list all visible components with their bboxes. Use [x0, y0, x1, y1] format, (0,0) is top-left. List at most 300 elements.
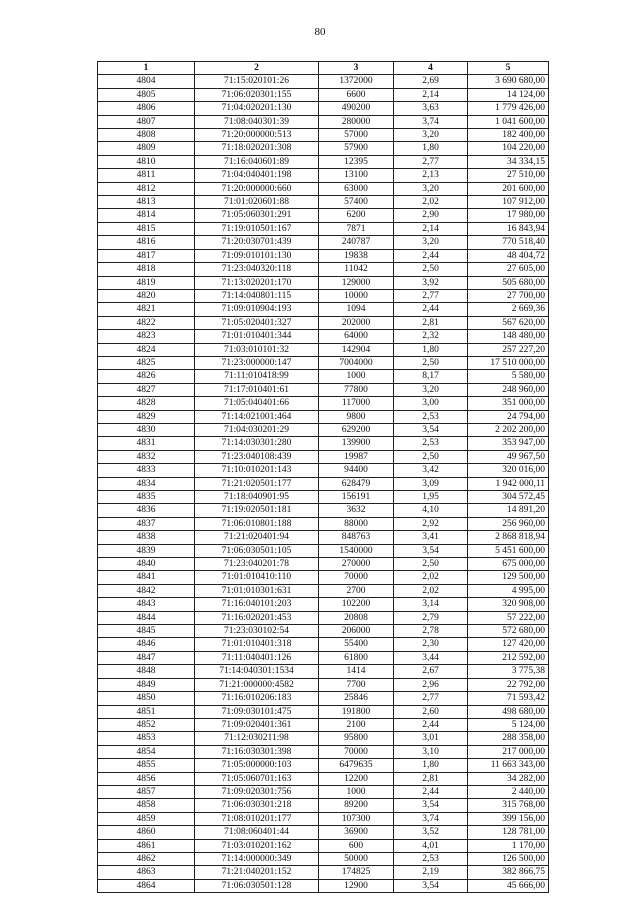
cadastral-number-cell: 71:15:020101:26	[195, 75, 319, 88]
row-number-cell: 4832	[98, 450, 195, 463]
row-number-cell: 4840	[98, 558, 195, 571]
amount-cell: 505 680,00	[468, 276, 549, 289]
table-row	[98, 692, 549, 705]
rate-cell: 1,80	[394, 343, 468, 356]
cadastral-number-cell: 71:09:020401:361	[195, 718, 319, 731]
cadastral-number-cell: 71:05:060701:163	[195, 772, 319, 785]
row-number-cell: 4814	[98, 209, 195, 222]
rate-cell: 3,41	[394, 531, 468, 544]
table-row	[98, 222, 549, 235]
row-number-cell: 4850	[98, 692, 195, 705]
amount-cell: 16 843,94	[468, 222, 549, 235]
area-cell: 55400	[319, 638, 394, 651]
amount-cell: 498 680,00	[468, 705, 549, 718]
row-number-cell: 4848	[98, 665, 195, 678]
amount-cell: 2 669,36	[468, 303, 549, 316]
amount-cell: 11 663 343,00	[468, 759, 549, 772]
table-row	[98, 464, 549, 477]
table-row	[98, 759, 549, 772]
row-number-cell: 4853	[98, 732, 195, 745]
table-row	[98, 356, 549, 369]
row-number-cell: 4815	[98, 222, 195, 235]
rate-cell: 3,52	[394, 826, 468, 839]
amount-cell: 675 000,00	[468, 558, 549, 571]
row-number-cell: 4824	[98, 343, 195, 356]
area-cell: 94400	[319, 464, 394, 477]
table-row	[98, 289, 549, 302]
area-cell: 142904	[319, 343, 394, 356]
row-number-cell: 4827	[98, 383, 195, 396]
cadastral-number-cell: 71:03:010101:32	[195, 343, 319, 356]
table-row	[98, 276, 549, 289]
rate-cell: 3,74	[394, 812, 468, 825]
amount-cell: 2 868 818,94	[468, 531, 549, 544]
cadastral-number-cell: 71:01:010301:631	[195, 584, 319, 597]
column-header: 5	[468, 62, 549, 75]
area-cell: 1000	[319, 370, 394, 383]
table-row	[98, 611, 549, 624]
amount-cell: 129 500,00	[468, 571, 549, 584]
row-number-cell: 4825	[98, 356, 195, 369]
amount-cell: 1 942 000,11	[468, 477, 549, 490]
row-number-cell: 4833	[98, 464, 195, 477]
rate-cell: 2,77	[394, 289, 468, 302]
cadastral-number-cell: 71:08:010201:177	[195, 812, 319, 825]
cadastral-number-cell: 71:01:010401:344	[195, 330, 319, 343]
amount-cell: 320 016,00	[468, 464, 549, 477]
area-cell: 1540000	[319, 544, 394, 557]
table-row	[98, 678, 549, 691]
row-number-cell: 4806	[98, 102, 195, 115]
row-number-cell: 4845	[98, 625, 195, 638]
rate-cell: 2,53	[394, 437, 468, 450]
rate-cell: 2,13	[394, 169, 468, 182]
rate-cell: 2,81	[394, 316, 468, 329]
area-cell: 270000	[319, 558, 394, 571]
table-row	[98, 437, 549, 450]
amount-cell: 5 580,00	[468, 370, 549, 383]
row-number-cell: 4846	[98, 638, 195, 651]
amount-cell: 45 666,00	[468, 879, 549, 892]
area-cell: 102200	[319, 598, 394, 611]
row-number-cell: 4818	[98, 263, 195, 276]
area-cell: 57900	[319, 142, 394, 155]
row-number-cell: 4819	[98, 276, 195, 289]
table-row	[98, 169, 549, 182]
row-number-cell: 4823	[98, 330, 195, 343]
row-number-cell: 4852	[98, 718, 195, 731]
amount-cell: 27 700,00	[468, 289, 549, 302]
cadastral-number-cell: 71:16:040101:203	[195, 598, 319, 611]
amount-cell: 288 358,00	[468, 732, 549, 745]
table-row	[98, 129, 549, 142]
rate-cell: 2,32	[394, 330, 468, 343]
table-row	[98, 544, 549, 557]
cadastral-number-cell: 71:19:020501:181	[195, 504, 319, 517]
table-row	[98, 638, 549, 651]
cadastral-number-cell: 71:18:040901:95	[195, 491, 319, 504]
row-number-cell: 4835	[98, 491, 195, 504]
table-row	[98, 75, 549, 88]
table-row	[98, 651, 549, 664]
area-cell: 156191	[319, 491, 394, 504]
page-number: 80	[314, 26, 326, 38]
rate-cell: 3,54	[394, 544, 468, 557]
area-cell: 191800	[319, 705, 394, 718]
table-row	[98, 839, 549, 852]
amount-cell: 34 334,15	[468, 155, 549, 168]
rate-cell: 3,74	[394, 115, 468, 128]
area-cell: 206000	[319, 625, 394, 638]
rate-cell: 2,02	[394, 571, 468, 584]
cadastral-number-cell: 71:23:040320:118	[195, 263, 319, 276]
row-number-cell: 4809	[98, 142, 195, 155]
area-cell: 11042	[319, 263, 394, 276]
amount-cell: 770 518,40	[468, 236, 549, 249]
cadastral-number-cell: 71:17:010401:61	[195, 383, 319, 396]
table-row	[98, 303, 549, 316]
cadastral-number-cell: 71:11:010418:99	[195, 370, 319, 383]
rate-cell: 2,50	[394, 356, 468, 369]
cadastral-number-cell: 71:04:030201:29	[195, 423, 319, 436]
amount-cell: 256 960,00	[468, 517, 549, 530]
amount-cell: 304 572,45	[468, 491, 549, 504]
amount-cell: 5 124,00	[468, 718, 549, 731]
table-row	[98, 249, 549, 262]
row-number-cell: 4844	[98, 611, 195, 624]
amount-cell: 128 781,00	[468, 826, 549, 839]
row-number-cell: 4839	[98, 544, 195, 557]
rate-cell: 2,81	[394, 772, 468, 785]
amount-cell: 17 980,00	[468, 209, 549, 222]
table-row	[98, 531, 549, 544]
cadastral-number-cell: 71:14:040301:1534	[195, 665, 319, 678]
data-table	[97, 61, 549, 893]
area-cell: 70000	[319, 745, 394, 758]
rate-cell: 2,44	[394, 303, 468, 316]
amount-cell: 2 440,00	[468, 785, 549, 798]
row-number-cell: 4838	[98, 531, 195, 544]
row-number-cell: 4811	[98, 169, 195, 182]
amount-cell: 315 768,00	[468, 799, 549, 812]
table-row	[98, 879, 549, 892]
amount-cell: 34 282,00	[468, 772, 549, 785]
area-cell: 848763	[319, 531, 394, 544]
cadastral-number-cell: 71:14:040801:115	[195, 289, 319, 302]
row-number-cell: 4857	[98, 785, 195, 798]
row-number-cell: 4862	[98, 852, 195, 865]
amount-cell: 1 779 426,00	[468, 102, 549, 115]
amount-cell: 22 792,00	[468, 678, 549, 691]
table-row	[98, 410, 549, 423]
area-cell: 88000	[319, 517, 394, 530]
rate-cell: 2,77	[394, 155, 468, 168]
amount-cell: 182 400,00	[468, 129, 549, 142]
row-number-cell: 4849	[98, 678, 195, 691]
rate-cell: 2,30	[394, 638, 468, 651]
cadastral-number-cell: 71:11:040401:126	[195, 651, 319, 664]
cadastral-number-cell: 71:21:020401:94	[195, 531, 319, 544]
rate-cell: 2,02	[394, 196, 468, 209]
area-cell: 12395	[319, 155, 394, 168]
amount-cell: 27 605,00	[468, 263, 549, 276]
area-cell: 57400	[319, 196, 394, 209]
table-row	[98, 142, 549, 155]
row-number-cell: 4851	[98, 705, 195, 718]
amount-cell: 57 222,00	[468, 611, 549, 624]
cadastral-number-cell: 71:05:000000:103	[195, 759, 319, 772]
amount-cell: 257 227,20	[468, 343, 549, 356]
area-cell: 36900	[319, 826, 394, 839]
cadastral-number-cell: 71:16:010206:183	[195, 692, 319, 705]
rate-cell: 2,53	[394, 852, 468, 865]
rate-cell: 3,09	[394, 477, 468, 490]
cadastral-number-cell: 71:21:020501:177	[195, 477, 319, 490]
row-number-cell: 4837	[98, 517, 195, 530]
rate-cell: 3,20	[394, 236, 468, 249]
table-row	[98, 491, 549, 504]
table-row	[98, 236, 549, 249]
table-row	[98, 343, 549, 356]
table-row	[98, 866, 549, 879]
amount-cell: 2 202 200,00	[468, 423, 549, 436]
rate-cell: 3,20	[394, 182, 468, 195]
area-cell: 1372000	[319, 75, 394, 88]
cadastral-number-cell: 71:12:030211:98	[195, 732, 319, 745]
cadastral-number-cell: 71:21:000000:4582	[195, 678, 319, 691]
table-row	[98, 370, 549, 383]
cadastral-number-cell: 71:20:000000:660	[195, 182, 319, 195]
area-cell: 7700	[319, 678, 394, 691]
area-cell: 1414	[319, 665, 394, 678]
rate-cell: 2,78	[394, 625, 468, 638]
row-number-cell: 4805	[98, 88, 195, 101]
table-row	[98, 316, 549, 329]
cadastral-number-cell: 71:10:010201:143	[195, 464, 319, 477]
area-cell: 64000	[319, 330, 394, 343]
table-row	[98, 598, 549, 611]
amount-cell: 17 510 000,00	[468, 356, 549, 369]
amount-cell: 4 995,00	[468, 584, 549, 597]
rate-cell: 2,53	[394, 410, 468, 423]
table-row	[98, 88, 549, 101]
row-number-cell: 4822	[98, 316, 195, 329]
cadastral-number-cell: 71:21:040201:152	[195, 866, 319, 879]
area-cell: 129000	[319, 276, 394, 289]
area-cell: 7871	[319, 222, 394, 235]
amount-cell: 3 690 680,00	[468, 75, 549, 88]
table-row	[98, 665, 549, 678]
table-row	[98, 785, 549, 798]
row-number-cell: 4841	[98, 571, 195, 584]
rate-cell: 1,80	[394, 759, 468, 772]
area-cell: 2700	[319, 584, 394, 597]
area-cell: 50000	[319, 852, 394, 865]
table-row	[98, 732, 549, 745]
rate-cell: 2,44	[394, 785, 468, 798]
cadastral-number-cell: 71:23:030102:54	[195, 625, 319, 638]
table-row	[98, 115, 549, 128]
area-cell: 3632	[319, 504, 394, 517]
table-row	[98, 155, 549, 168]
row-number-cell: 4861	[98, 839, 195, 852]
cadastral-number-cell: 71:14:000000:349	[195, 852, 319, 865]
row-number-cell: 4834	[98, 477, 195, 490]
rate-cell: 4,10	[394, 504, 468, 517]
rate-cell: 2,44	[394, 718, 468, 731]
rate-cell: 2,60	[394, 705, 468, 718]
amount-cell: 1 170,00	[468, 839, 549, 852]
row-number-cell: 4828	[98, 397, 195, 410]
amount-cell: 572 680,00	[468, 625, 549, 638]
amount-cell: 3 775,38	[468, 665, 549, 678]
rate-cell: 3,01	[394, 732, 468, 745]
row-number-cell: 4804	[98, 75, 195, 88]
amount-cell: 107 912,00	[468, 196, 549, 209]
cadastral-number-cell: 71:23:040201:78	[195, 558, 319, 571]
cadastral-number-cell: 71:20:000000:513	[195, 129, 319, 142]
row-number-cell: 4843	[98, 598, 195, 611]
table-row	[98, 812, 549, 825]
cadastral-number-cell: 71:08:040301:39	[195, 115, 319, 128]
row-number-cell: 4864	[98, 879, 195, 892]
amount-cell: 248 960,00	[468, 383, 549, 396]
table-row	[98, 263, 549, 276]
rate-cell: 2,69	[394, 75, 468, 88]
rate-cell: 2,14	[394, 88, 468, 101]
area-cell: 2100	[319, 718, 394, 731]
area-cell: 89200	[319, 799, 394, 812]
table-row	[98, 625, 549, 638]
area-cell: 280000	[319, 115, 394, 128]
row-number-cell: 4854	[98, 745, 195, 758]
cadastral-number-cell: 71:05:020401:327	[195, 316, 319, 329]
amount-cell: 5 451 600,00	[468, 544, 549, 557]
cadastral-number-cell: 71:16:040601:89	[195, 155, 319, 168]
cadastral-number-cell: 71:13:020201:170	[195, 276, 319, 289]
table-row	[98, 209, 549, 222]
rate-cell: 2,77	[394, 692, 468, 705]
cadastral-number-cell: 71:23:040108:439	[195, 450, 319, 463]
cadastral-number-cell: 71:06:020301:155	[195, 88, 319, 101]
row-number-cell: 4831	[98, 437, 195, 450]
area-cell: 10000	[319, 289, 394, 302]
rate-cell: 1,95	[394, 491, 468, 504]
cadastral-number-cell: 71:14:021001:464	[195, 410, 319, 423]
row-number-cell: 4813	[98, 196, 195, 209]
amount-cell: 320 908,00	[468, 598, 549, 611]
area-cell: 19838	[319, 249, 394, 262]
rate-cell: 3,44	[394, 651, 468, 664]
row-number-cell: 4863	[98, 866, 195, 879]
table-row	[98, 571, 549, 584]
area-cell: 1000	[319, 785, 394, 798]
rate-cell: 3,10	[394, 745, 468, 758]
area-cell: 61800	[319, 651, 394, 664]
row-number-cell: 4859	[98, 812, 195, 825]
area-cell: 174825	[319, 866, 394, 879]
amount-cell: 104 220,00	[468, 142, 549, 155]
cadastral-number-cell: 71:08:060401:44	[195, 826, 319, 839]
area-cell: 139900	[319, 437, 394, 450]
table-row	[98, 102, 549, 115]
amount-cell: 71 593,42	[468, 692, 549, 705]
amount-cell: 212 592,00	[468, 651, 549, 664]
area-cell: 12900	[319, 879, 394, 892]
area-cell: 95800	[319, 732, 394, 745]
amount-cell: 567 620,00	[468, 316, 549, 329]
rate-cell: 2,44	[394, 249, 468, 262]
cadastral-number-cell: 71:01:020601:88	[195, 196, 319, 209]
amount-cell: 127 420,00	[468, 638, 549, 651]
cadastral-number-cell: 71:03:010201:162	[195, 839, 319, 852]
rate-cell: 8,17	[394, 370, 468, 383]
column-header: 4	[394, 62, 468, 75]
rate-cell: 2,50	[394, 263, 468, 276]
row-number-cell: 4860	[98, 826, 195, 839]
rate-cell: 3,54	[394, 423, 468, 436]
rate-cell: 2,14	[394, 222, 468, 235]
rate-cell: 4,01	[394, 839, 468, 852]
area-cell: 12200	[319, 772, 394, 785]
cadastral-number-cell: 71:01:010401:318	[195, 638, 319, 651]
rate-cell: 2,19	[394, 866, 468, 879]
amount-cell: 24 794,00	[468, 410, 549, 423]
cadastral-number-cell: 71:04:020201:130	[195, 102, 319, 115]
row-number-cell: 4856	[98, 772, 195, 785]
amount-cell: 14 124,00	[468, 88, 549, 101]
table-row	[98, 558, 549, 571]
column-header: 1	[98, 62, 195, 75]
cadastral-number-cell: 71:20:030701:439	[195, 236, 319, 249]
table-row	[98, 397, 549, 410]
table-row	[98, 705, 549, 718]
cadastral-number-cell: 71:18:020201:308	[195, 142, 319, 155]
cadastral-number-cell: 71:16:030301:398	[195, 745, 319, 758]
table-row	[98, 799, 549, 812]
row-number-cell: 4821	[98, 303, 195, 316]
rate-cell: 3,92	[394, 276, 468, 289]
row-number-cell: 4807	[98, 115, 195, 128]
amount-cell: 201 600,00	[468, 182, 549, 195]
amount-cell: 49 967,50	[468, 450, 549, 463]
row-number-cell: 4816	[98, 236, 195, 249]
table-row	[98, 423, 549, 436]
area-cell: 13100	[319, 169, 394, 182]
row-number-cell: 4829	[98, 410, 195, 423]
row-number-cell: 4858	[98, 799, 195, 812]
area-cell: 7004000	[319, 356, 394, 369]
area-cell: 25846	[319, 692, 394, 705]
amount-cell: 1 041 600,00	[468, 115, 549, 128]
table-row	[98, 745, 549, 758]
rate-cell: 3,54	[394, 799, 468, 812]
table-row	[98, 330, 549, 343]
amount-cell: 126 500,00	[468, 852, 549, 865]
cadastral-number-cell: 71:04:040401:198	[195, 169, 319, 182]
cadastral-number-cell: 71:23:000000:147	[195, 356, 319, 369]
area-cell: 57000	[319, 129, 394, 142]
rate-cell: 3,20	[394, 129, 468, 142]
area-cell: 629200	[319, 423, 394, 436]
row-number-cell: 4817	[98, 249, 195, 262]
cadastral-number-cell: 71:09:010101:130	[195, 249, 319, 262]
rate-cell: 3,20	[394, 383, 468, 396]
rate-cell: 2,92	[394, 517, 468, 530]
area-cell: 1094	[319, 303, 394, 316]
table-row	[98, 477, 549, 490]
area-cell: 107300	[319, 812, 394, 825]
